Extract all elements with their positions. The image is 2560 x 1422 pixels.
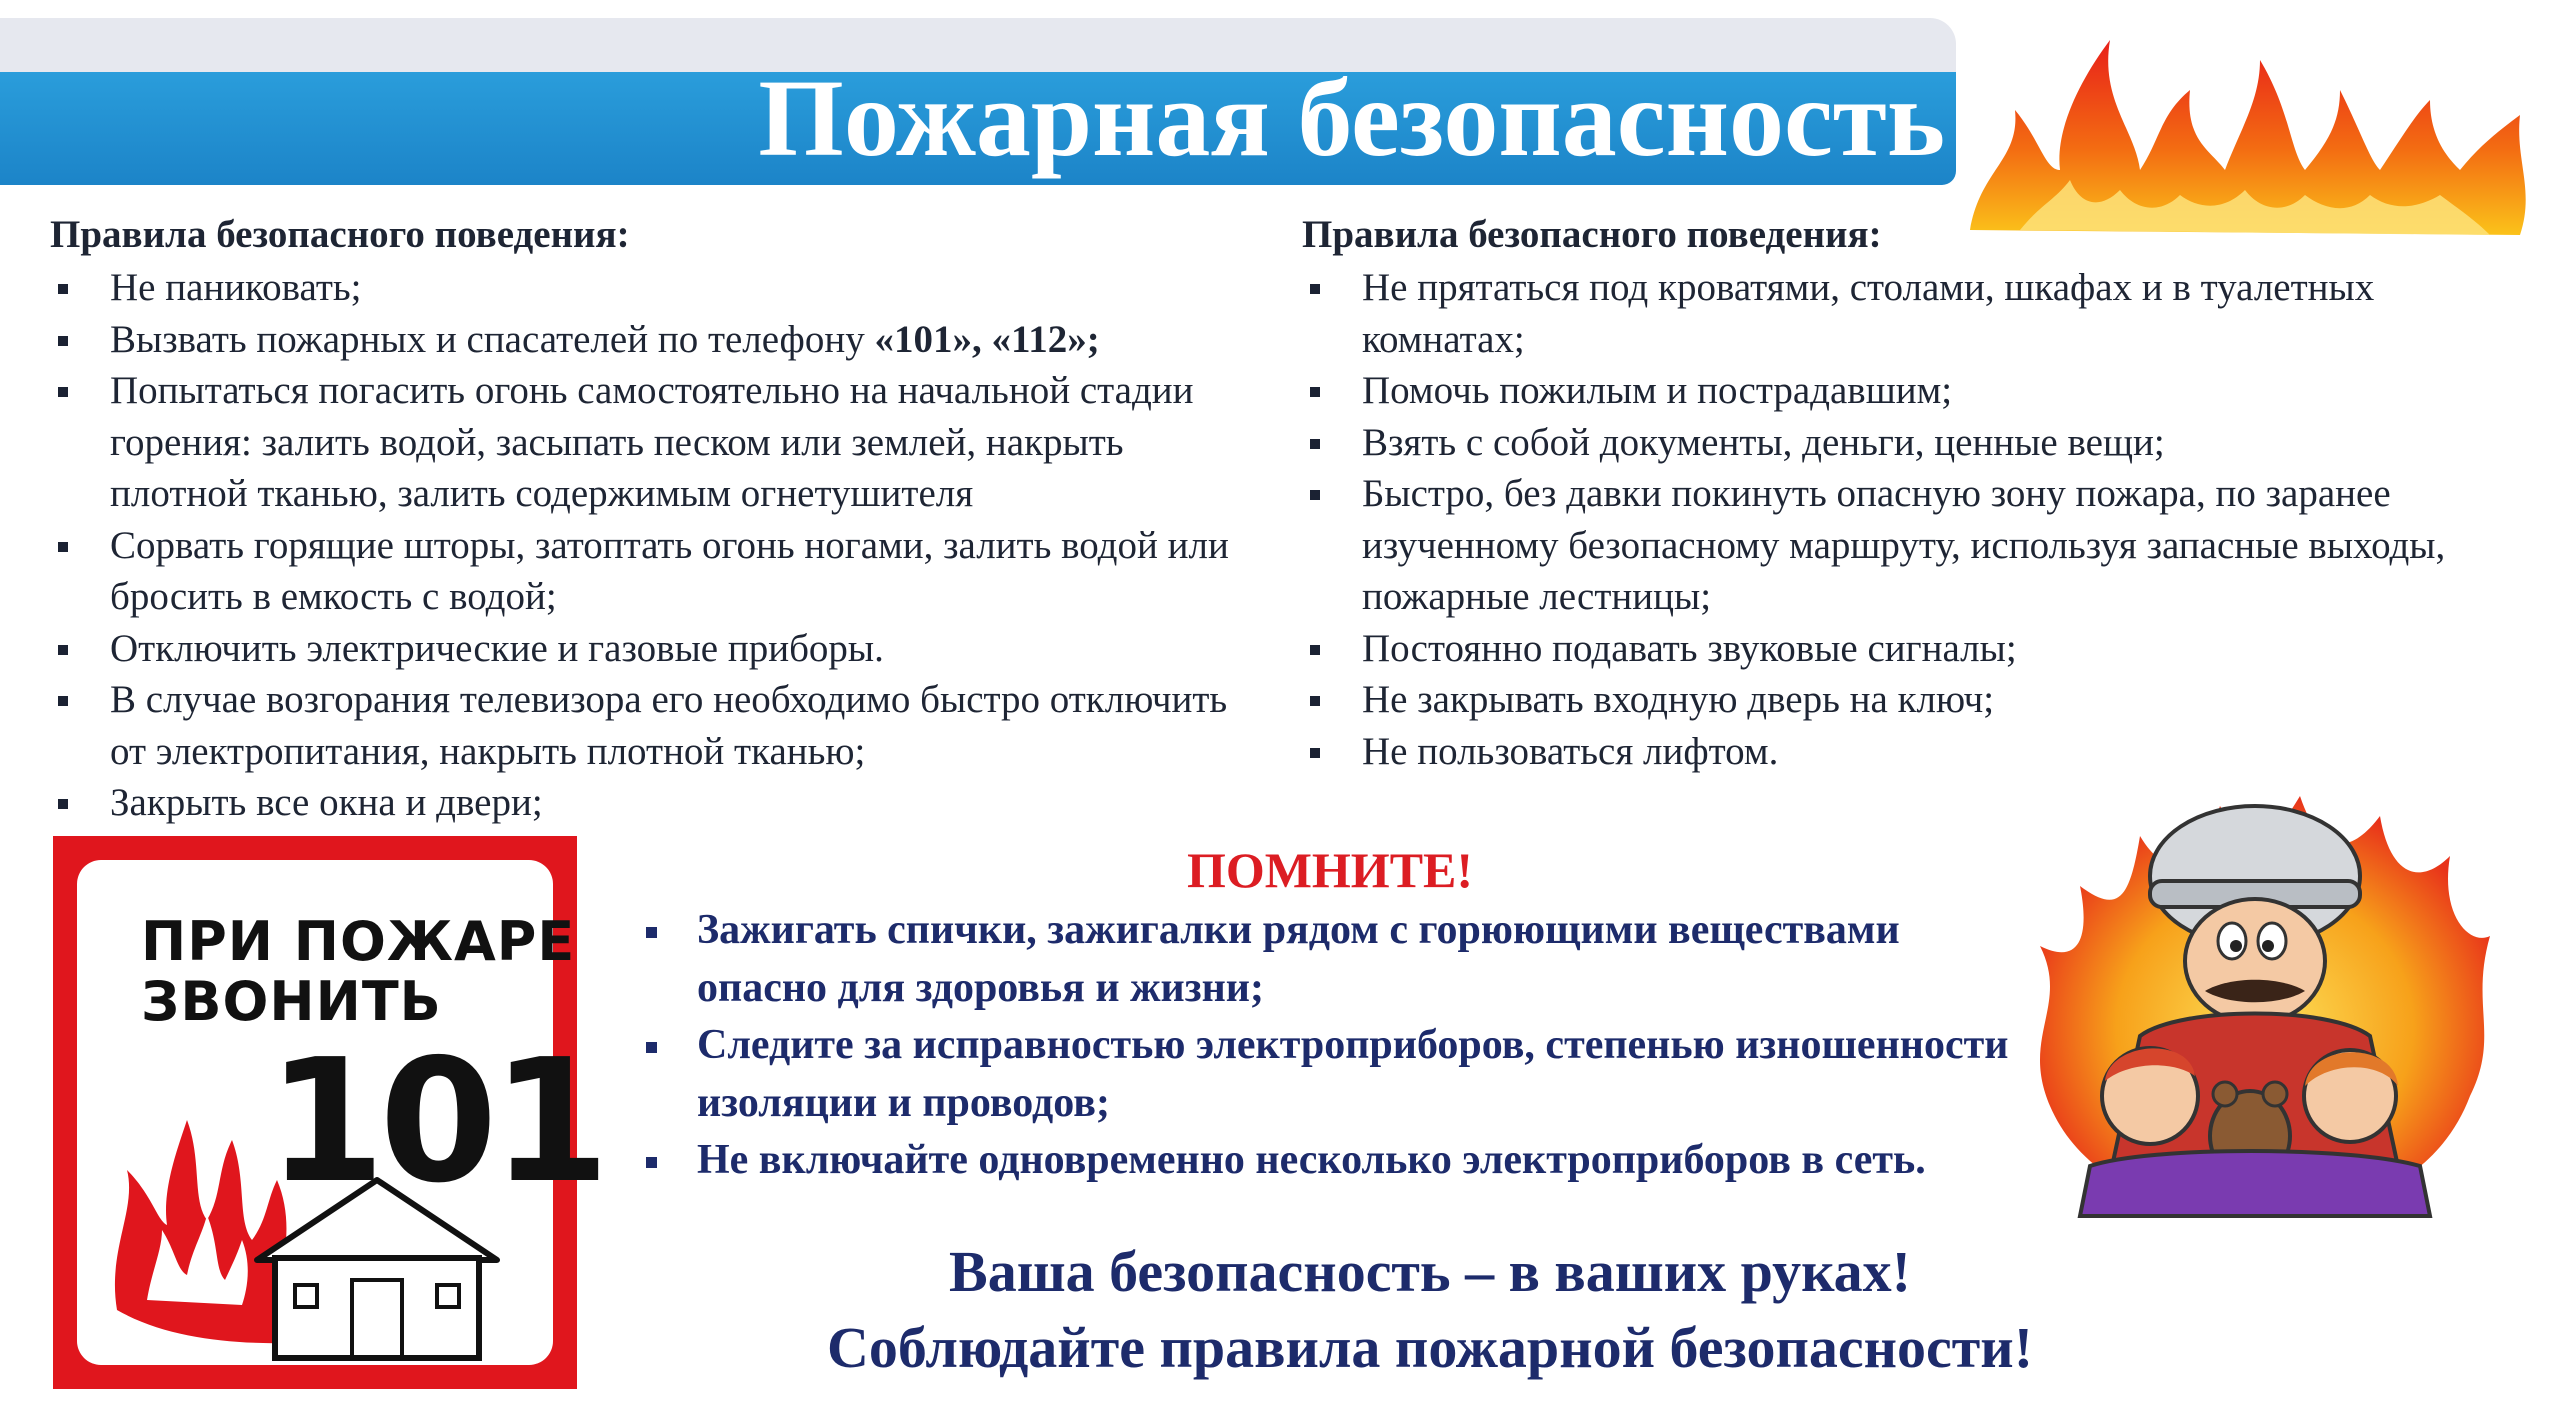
sign-line-1: ПРИ ПОЖАРЕ xyxy=(141,910,576,973)
fire-call-sign-panel xyxy=(77,860,604,1365)
list-item: Попытаться погасить огонь самостоятельно на начальной стадии горения: залить водой, засыпать песком или землей, накрыть плотной тканью, залить содержимым огнетушителя xyxy=(50,365,1250,520)
list-item: Помочь пожилым и пострадавшим; xyxy=(1302,365,2512,417)
list-item: Отключить электрические и газовые приборы. xyxy=(50,623,1250,675)
sign-line-2: ЗВОНИТЬ xyxy=(141,970,442,1033)
list-item: Взять с собой документы, деньги, ценные вещи; xyxy=(1302,417,2512,469)
slogan-line-1: Ваша безопасность – в ваших руках! xyxy=(949,1239,1911,1304)
emergency-number: 101 xyxy=(267,1023,604,1221)
list-item: В случае возгорания телевизора его необходимо быстро отключить от электропитания, накрыть плотной тканью; xyxy=(50,674,1250,777)
list-item: Не прятаться под кроватями, столами, шкафах и в туалетных комнатах; xyxy=(1302,262,2512,365)
left-rules-list xyxy=(50,262,1250,829)
list-item: Следите за исправностью электроприборов, степенью изношенности изоляции и проводов; xyxy=(640,1017,2010,1132)
list-item: Постоянно подавать звуковые сигналы; xyxy=(1302,623,2512,675)
list-item: Сорвать горящие шторы, затоптать огонь ногами, залить водой или бросить в емкость с водой; xyxy=(50,520,1250,623)
list-item: Не включайте одновременно несколько электроприборов в сеть. xyxy=(640,1132,2010,1190)
right-rules-column xyxy=(1302,210,2512,777)
list-item: Не закрывать входную дверь на ключ; xyxy=(1302,674,2512,726)
page-title: Пожарная безопасность xyxy=(758,57,1945,179)
list-item: Вызвать пожарных и спасателей по телефону «101», «112»; xyxy=(50,314,1250,366)
left-rules-column xyxy=(50,210,1250,829)
right-rules-list xyxy=(1302,262,2512,777)
list-item: Быстро, без давки покинуть опасную зону пожара, по заранее изученному безопасному маршруту, используя запасные выходы, пожарные лестницы; xyxy=(1302,468,2512,623)
fire-call-sign xyxy=(53,836,604,1389)
remember-title: ПОМНИТЕ! xyxy=(1186,842,1474,898)
list-item: Не паниковать; xyxy=(50,262,1250,314)
left-rules-heading: Правила безопасного поведения: xyxy=(50,213,630,256)
slogan-line-2: Соблюдайте правила пожарной безопасности! xyxy=(826,1315,2034,1380)
firefighter-illustration xyxy=(2010,776,2500,1236)
list-item: Зажигать спички, зажигалки рядом с горюющими веществами опасно для здоровья и жизни; xyxy=(640,902,2010,1017)
remember-list xyxy=(640,902,2010,1190)
emergency-numbers: «101», «112»; xyxy=(874,317,1100,361)
right-rules-heading: Правила безопасного поведения: xyxy=(1302,213,1882,256)
list-item: Не пользоваться лифтом. xyxy=(1302,726,2512,778)
list-item: Закрыть все окна и двери; xyxy=(50,777,1250,829)
